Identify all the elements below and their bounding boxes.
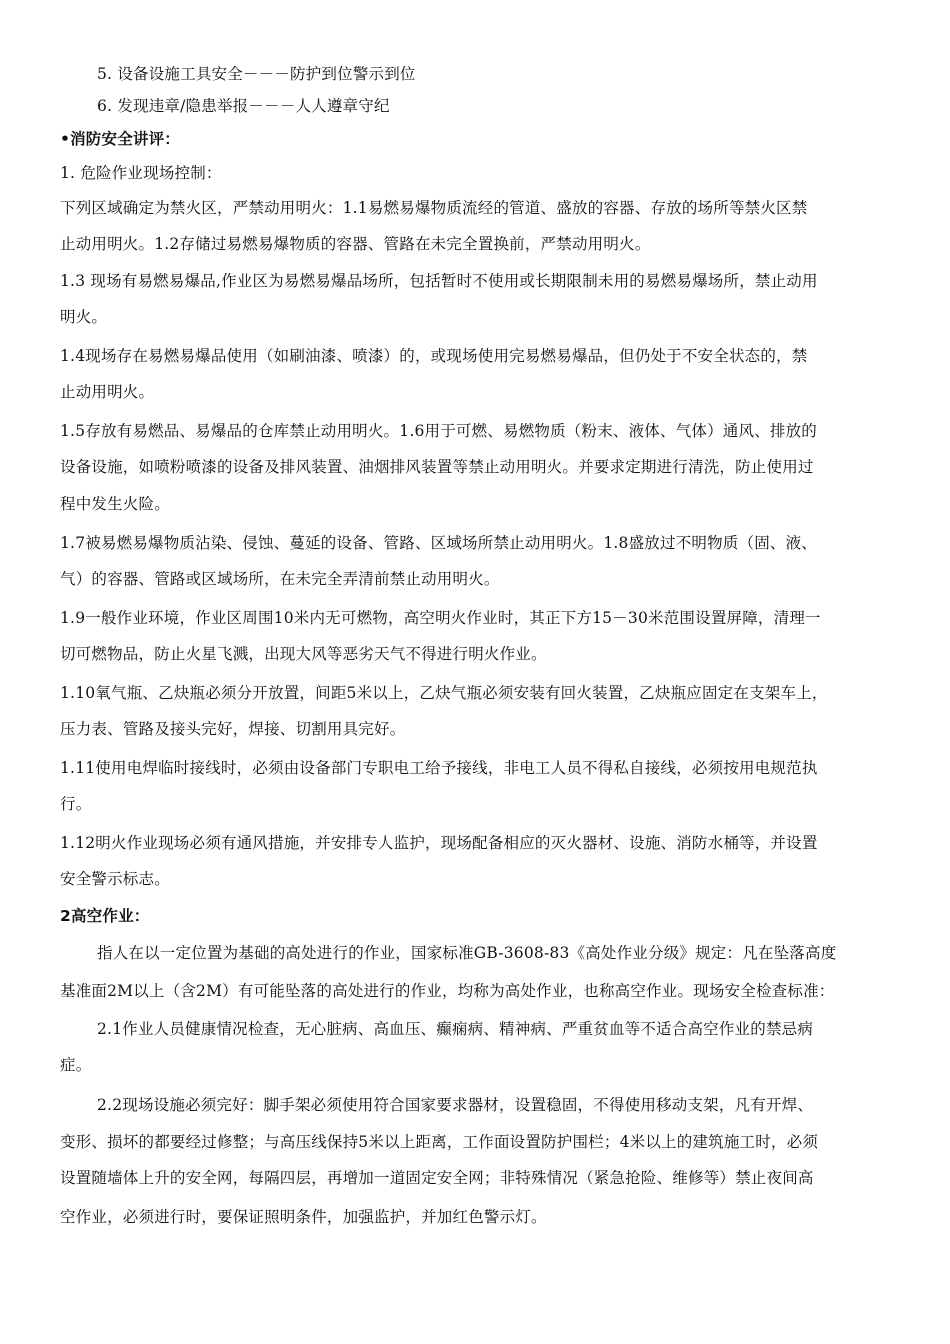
paragraph-line: 1.5存放有易燃品、易爆品的仓库禁止动用明火。1.6用于可燃、易燃物质（粉末、液体、气体）通风、排放的 (60, 422, 818, 440)
paragraph-line: 1.9一般作业环境，作业区周围10米内无可燃物，高空明火作业时，其正下方15－30米范围设置屏障，清理一 (60, 609, 821, 627)
item-title-hazard-control: 1. 危险作业现场控制： (60, 164, 222, 182)
paragraph2-line: 设置随墙体上升的安全网，每隔四层，再增加一道固定安全网；非特殊情况（紧急抢险、维修等）禁止夜间高 (60, 1169, 814, 1187)
paragraph-line: 1.4现场存在易燃易爆品使用（如刷油漆、喷漆）的，或现场使用完易燃易爆品，但仍处于不安全状态的，禁 (60, 347, 808, 365)
list-item-5: 5. 设备设施工具安全－－－防护到位警示到位 (97, 65, 416, 83)
list-item-6: 6. 发现违章/隐患举报－－－人人遵章守纪 (97, 97, 390, 115)
paragraph2-line: 2.1作业人员健康情况检查，无心脏病、高血压、癫痫病、精神病、严重贫血等不适合高空作业的禁忌病 (97, 1020, 814, 1038)
paragraph-line: 止动用明火。1.2存储过易燃易爆物质的容器、管路在未完全置换前，严禁动用明火。 (60, 235, 651, 253)
paragraph-line: 止动用明火。 (60, 383, 155, 401)
paragraph-line: 1.11使用电焊临时接线时，必须由设备部门专职电工给予接线，非电工人员不得私自接线，必须按用电规范执 (60, 759, 818, 777)
paragraph-line: 1.7被易燃易爆物质沾染、侵蚀、蔓延的设备、管路、区域场所禁止动用明火。1.8盛放过不明物质（固、液、 (60, 534, 818, 552)
section-title-high-altitude: 2高空作业： (60, 907, 150, 925)
paragraph2-line: 症。 (60, 1056, 92, 1074)
paragraph2-line: 基准面2M以上（含2M）有可能坠落的高处进行的作业，均称为高处作业，也称高空作业。现场安全检查标准： (60, 982, 835, 1000)
paragraph-line: 1.12明火作业现场必须有通风措施，并安排专人监护，现场配备相应的灭火器材、设施、消防水桶等，并设置 (60, 834, 818, 852)
paragraph2-line: 空作业，必须进行时，要保证照明条件，加强监护，并加红色警示灯。 (60, 1208, 547, 1226)
paragraph-line: 压力表、管路及接头完好，焊接、切割用具完好。 (60, 720, 406, 738)
paragraph-line: 程中发生火险。 (60, 495, 170, 513)
paragraph-line: 设备设施，如喷粉喷漆的设备及排风装置、油烟排风装置等禁止动用明火。并要求定期进行清洗，防止使用过 (60, 458, 814, 476)
paragraph2-line: 指人在以一定位置为基础的高处进行的作业，国家标准GB-3608-83《高处作业分级》规定：凡在坠落高度 (97, 944, 837, 962)
paragraph-line: 1.3 现场有易燃易爆品,作业区为易燃易爆品场所，包括暂时不使用或长期限制未用的易燃易爆场所，禁止动用 (60, 272, 818, 290)
paragraph-line: 安全警示标志。 (60, 870, 170, 888)
paragraph2-line: 变形、损坏的都要经过修整；与高压线保持5米以上距离，工作面设置防护围栏；4米以上的建筑施工时，必须 (60, 1133, 819, 1151)
paragraph-line: 切可燃物品，防止火星飞溅，出现大风等恶劣天气不得进行明火作业。 (60, 645, 547, 663)
section-title-fire-safety: •消防安全讲评： (60, 130, 181, 148)
paragraph-line: 下列区域确定为禁火区，严禁动用明火：1.1易燃易爆物质流经的管道、盛放的容器、存放的场所等禁火区禁 (60, 199, 808, 217)
paragraph-line: 行。 (60, 795, 92, 813)
paragraph2-line: 2.2现场设施必须完好：脚手架必须使用符合国家要求器材，设置稳固，不得使用移动支架，凡有开焊、 (97, 1096, 814, 1114)
paragraph-line: 气）的容器、管路或区域场所，在未完全弄清前禁止动用明火。 (60, 570, 500, 588)
paragraph-line: 明火。 (60, 308, 108, 326)
paragraph-line: 1.10氧气瓶、乙炔瓶必须分开放置，间距5米以上，乙炔气瓶必须安装有回火装置，乙炔瓶应固定在支架车上， (60, 684, 828, 702)
